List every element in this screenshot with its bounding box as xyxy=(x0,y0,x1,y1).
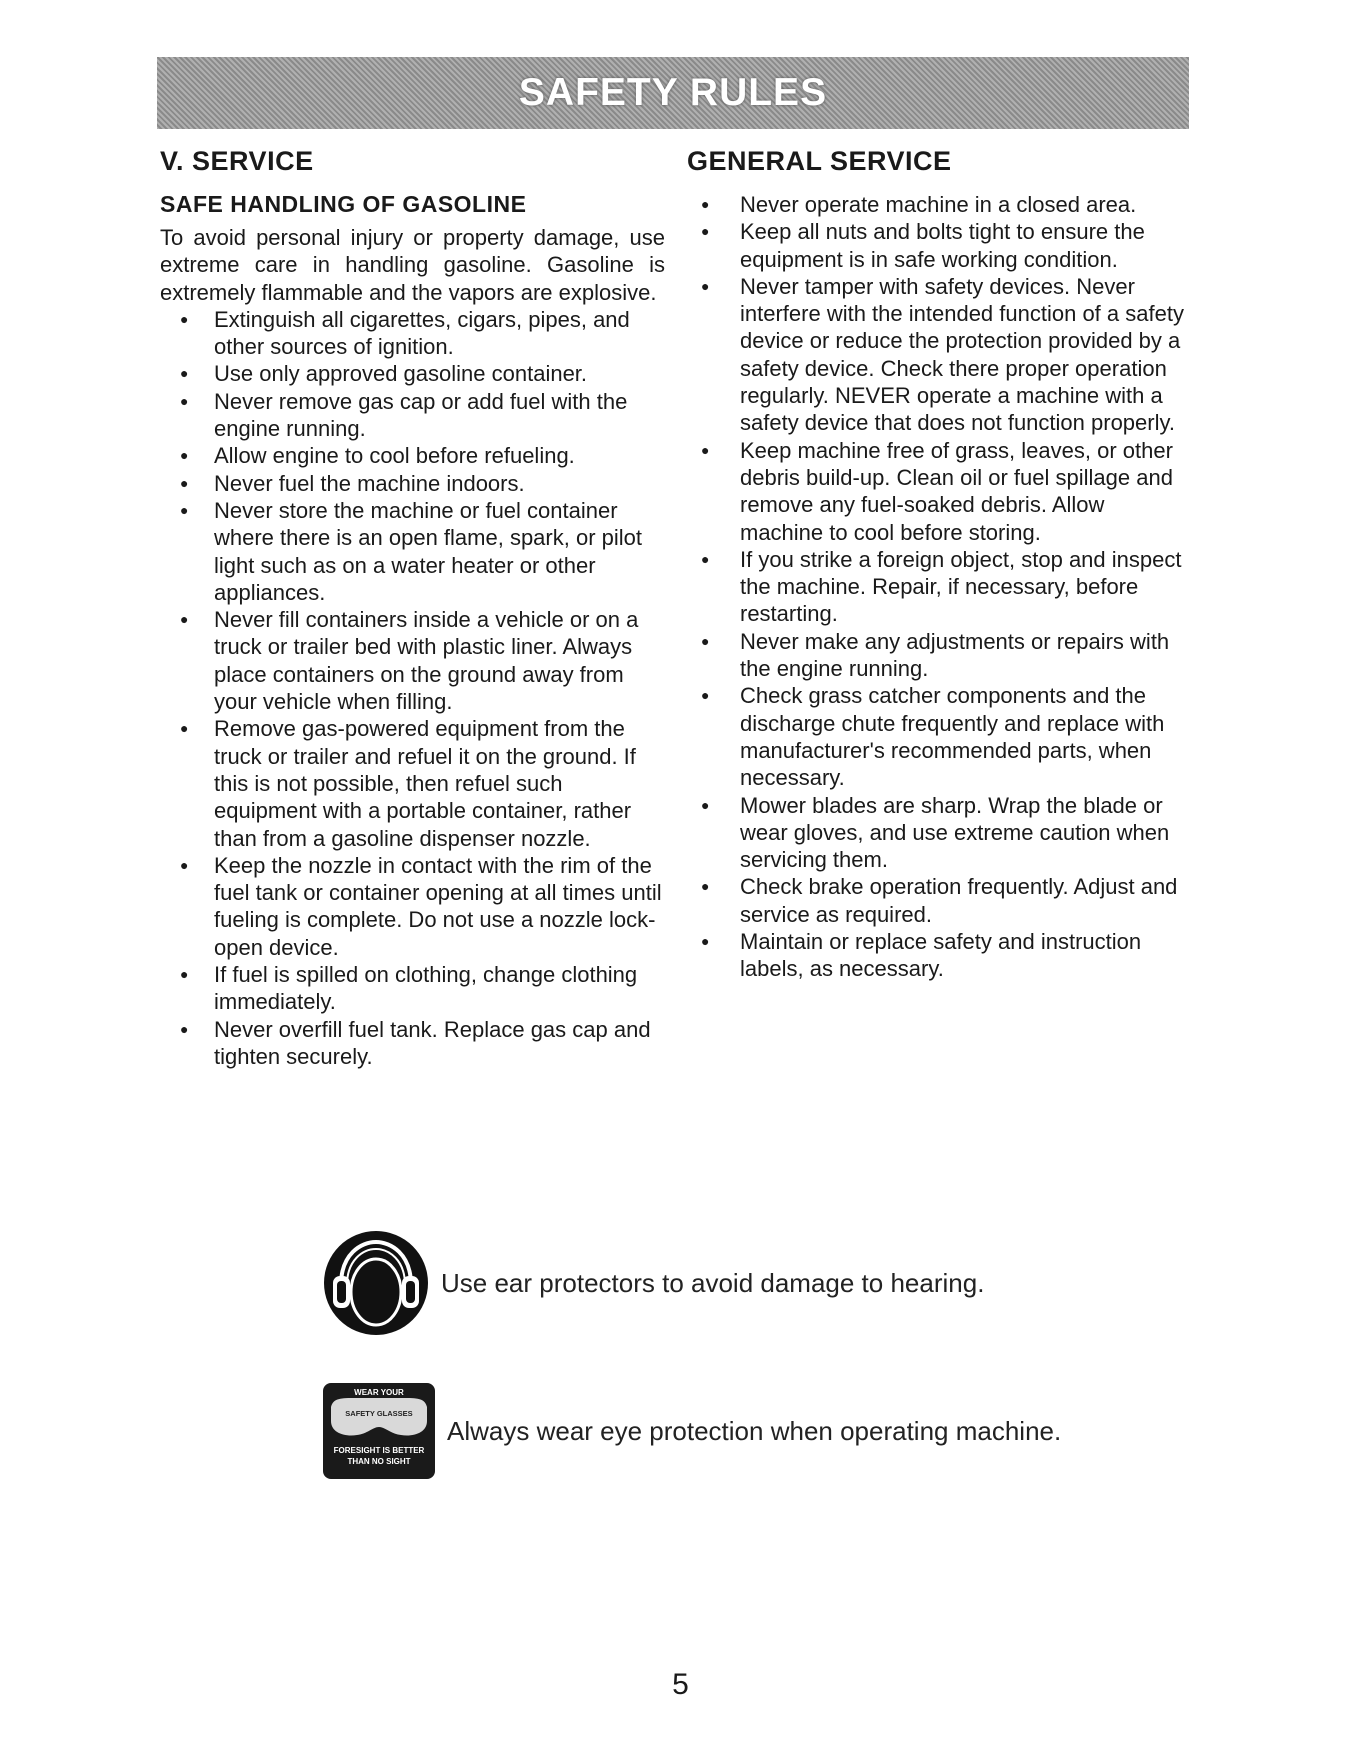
intro-paragraph: To avoid personal injury or property damage, use extreme care in handling gasoline. Gasoline is extremely flammable and the vapors are explosive. xyxy=(160,225,665,305)
bullet-icon: ● xyxy=(701,550,710,567)
section-title-general-service: GENERAL SERVICE xyxy=(687,146,952,176)
bullet-icon: ● xyxy=(701,933,710,950)
bullet-icon: ● xyxy=(180,310,189,327)
safety-glasses-icon xyxy=(323,1383,435,1479)
bullet-icon: ● xyxy=(701,196,710,212)
list-item: ● If you strike a foreign object, stop and inspect the machine. Repair, if necessary, before restarting. xyxy=(701,546,1182,627)
bullet-icon: ● xyxy=(701,878,710,895)
list-item: ● Keep all nuts and bolts tight to ensure the equipment is in safe working condition. xyxy=(701,219,1145,272)
eye-protection-text: Always wear eye protection when operating machine. xyxy=(447,1415,1062,1446)
ear-protector-icon xyxy=(323,1230,429,1336)
bullet-icon: ● xyxy=(180,365,189,382)
bullet-icon: ● xyxy=(180,1020,189,1037)
list-item: ● Never operate machine in a closed area. xyxy=(701,192,1137,217)
list-item: ● Never overfill fuel tank. Replace gas cap and tighten securely. xyxy=(180,1016,651,1069)
list-item: ● Maintain or replace safety and instruction labels, as necessary. xyxy=(701,929,1142,982)
bullet-icon: ● xyxy=(701,632,710,649)
gasoline-rules-list xyxy=(160,306,665,1070)
bullet-icon: ● xyxy=(701,687,710,704)
general-service-rules-list xyxy=(687,191,1192,983)
badge-text-line1: WEAR YOUR xyxy=(354,1388,404,1397)
list-item: ● Never store the machine or fuel container where there is an open flame, spark, or pilot light such as on a water heater or other appliances. xyxy=(180,497,643,605)
bullet-icon: ● xyxy=(180,856,189,873)
bullet-icon: ● xyxy=(701,441,710,458)
bullet-icon: ● xyxy=(180,720,189,737)
list-item: ● Never fill containers inside a vehicle or on a truck or trailer bed with plastic liner. Always place containers on the ground away from your vehicle when filling. xyxy=(180,607,639,715)
list-item: ● Never tamper with safety devices. Never interfere with the intended function of a safety device or reduce the protection provided by a safety device. Check there proper operation regularly. NEVER operate a machine with a safety device that does not function properly. xyxy=(701,273,1184,436)
bullet-icon: ● xyxy=(180,501,189,518)
bullet-icon: ● xyxy=(180,966,189,983)
bullet-icon: ● xyxy=(180,447,189,464)
list-item: ● Keep machine free of grass, leaves, or other debris build-up. Clean oil or fuel spillage and remove any fuel-soaked debris. Allow machine to cool before storing. xyxy=(701,437,1173,545)
list-item: ● Never fuel the machine indoors. xyxy=(180,470,525,496)
list-item: ● Use only approved gasoline container. xyxy=(180,361,588,387)
subsection-title-gasoline: SAFE HANDLING OF GASOLINE xyxy=(160,191,527,217)
list-item: ● Remove gas-powered equipment from the truck or trailer and refuel it on the ground. If this is not possible, then refuel such equipment with a portable container, rather than from a gasoline dispenser nozzle. xyxy=(180,716,636,851)
list-item: ● Keep the nozzle in contact with the rim of the fuel tank or container opening at all times until fueling is complete. Do not use a nozzle lock-open device. xyxy=(180,852,662,960)
bullet-icon: ● xyxy=(701,223,710,240)
bullet-icon: ● xyxy=(701,277,710,294)
bullet-icon: ● xyxy=(701,796,710,813)
list-item: ● Check brake operation frequently. Adjust and service as required. xyxy=(701,874,1178,927)
ear-protection-text: Use ear protectors to avoid damage to hearing. xyxy=(441,1267,985,1298)
list-item: ● Allow engine to cool before refueling. xyxy=(180,443,575,469)
list-item: ● Check grass catcher components and the discharge chute frequently and replace with manufacturer's recommended parts, when necessary. xyxy=(701,683,1165,791)
section-title-service: V. SERVICE xyxy=(160,146,314,176)
list-item: ● Extinguish all cigarettes, cigars, pipes, and other sources of ignition. xyxy=(180,306,630,360)
ear-protection-notice xyxy=(323,1230,984,1336)
bullet-icon: ● xyxy=(180,474,189,491)
page-title: SAFETY RULES xyxy=(518,71,828,114)
list-item: ● Mower blades are sharp. Wrap the blade or wear gloves, and use extreme caution when servicing them. xyxy=(701,792,1170,873)
right-column xyxy=(687,146,1192,983)
list-item: ● Never remove gas cap or add fuel with the engine running. xyxy=(180,388,628,442)
badge-text-line3: FORESIGHT IS BETTER xyxy=(333,1446,425,1455)
eye-protection-notice xyxy=(323,1383,1061,1479)
bullet-icon: ● xyxy=(180,392,189,409)
list-item: ● If fuel is spilled on clothing, change clothing immediately. xyxy=(180,962,638,1015)
badge-text-line4: THAN NO SIGHT xyxy=(347,1457,411,1466)
page-number: 5 xyxy=(672,1668,689,1701)
list-item: ● Never make any adjustments or repairs with the engine running. xyxy=(701,628,1170,682)
left-column xyxy=(160,146,665,1070)
bullet-icon: ● xyxy=(180,611,189,628)
header-banner xyxy=(157,57,1189,129)
badge-text-line2: SAFETY GLASSES xyxy=(345,1409,413,1418)
